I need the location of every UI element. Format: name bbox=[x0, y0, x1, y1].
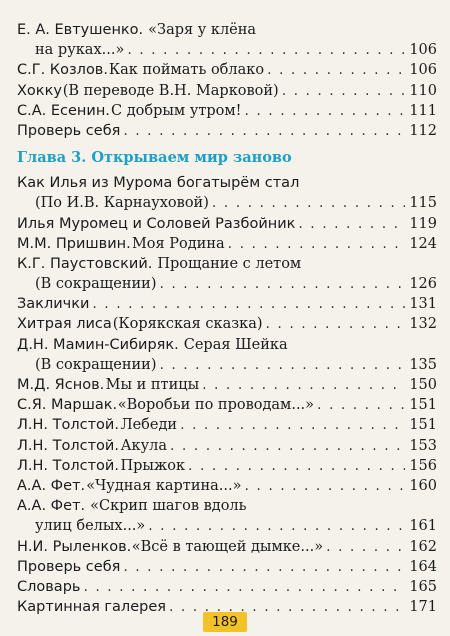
entry-author: Л.Н. Толстой. bbox=[17, 457, 119, 474]
dot-leader bbox=[245, 476, 405, 496]
dot-leader bbox=[188, 456, 405, 476]
entry-page-number: 106 bbox=[409, 42, 437, 59]
entry-author: Картинная галерея bbox=[17, 599, 166, 616]
entry-author: Д.Н. Мамин-Сибиряк. bbox=[17, 336, 179, 353]
entry-author: Илья Муромец и Соловей Разбойник bbox=[17, 215, 296, 232]
toc-entry bbox=[17, 20, 437, 40]
entry-author: С.А. Есенин. bbox=[17, 102, 110, 119]
dot-leader bbox=[298, 214, 405, 234]
chapter-heading: Глава 3. Открываем мир заново bbox=[17, 149, 292, 167]
toc-entry bbox=[17, 294, 437, 314]
toc-entry-continuation bbox=[17, 40, 437, 60]
toc-entry bbox=[17, 557, 437, 577]
entry-title: улиц белых...» bbox=[35, 518, 146, 535]
toc-entry bbox=[17, 577, 437, 597]
toc-entry bbox=[17, 101, 437, 121]
entry-title: «Скрип шагов вдоль bbox=[90, 498, 247, 515]
dot-leader bbox=[92, 294, 405, 314]
toc-entry bbox=[17, 375, 437, 395]
toc-entry bbox=[17, 234, 437, 254]
entry-page-number: 151 bbox=[409, 397, 437, 414]
entry-author: А.А. Фет. bbox=[17, 477, 86, 494]
page-number-badge: 189 bbox=[203, 612, 247, 632]
entry-author: Л.Н. Толстой. bbox=[17, 417, 119, 434]
entry-author: М.Д. Яснов. bbox=[17, 377, 105, 393]
toc-entry-continuation bbox=[17, 516, 437, 536]
toc-entry bbox=[17, 436, 437, 456]
entry-author: Как Илья из Мурома богатырём стал bbox=[17, 175, 300, 192]
entry-author: Словарь bbox=[17, 578, 81, 595]
toc-entry bbox=[17, 314, 437, 334]
dot-leader bbox=[148, 516, 405, 536]
entry-author: Е. А. Евтушенко. bbox=[17, 22, 144, 38]
entry-title: (По И.В. Карнауховой) bbox=[35, 195, 209, 212]
dot-leader bbox=[202, 375, 405, 395]
toc-entry bbox=[17, 121, 437, 141]
dot-leader bbox=[159, 274, 405, 294]
entry-page-number: 126 bbox=[409, 276, 437, 293]
toc-entry-continuation bbox=[17, 355, 437, 375]
dot-leader bbox=[282, 81, 405, 101]
toc-entry bbox=[17, 537, 437, 557]
toc-entry bbox=[17, 173, 437, 193]
entry-page-number: 131 bbox=[409, 296, 437, 313]
entry-title: Прыжок bbox=[120, 457, 186, 474]
entry-title: (Корякская сказка) bbox=[112, 316, 263, 333]
entry-title: «Чудная картина...» bbox=[86, 477, 242, 494]
entry-title: Мы и птицы bbox=[105, 377, 200, 393]
entry-title: Акула bbox=[120, 437, 167, 454]
entry-page-number: 171 bbox=[409, 599, 437, 616]
entry-title: Моя Родина bbox=[131, 235, 225, 252]
entry-author: Хокку bbox=[17, 82, 62, 99]
dot-leader bbox=[326, 537, 405, 557]
entry-title: Серая Шейка bbox=[183, 336, 288, 353]
dot-leader bbox=[228, 234, 405, 254]
entry-author: К.Г. Паустовский. bbox=[17, 255, 153, 272]
entry-page-number: 112 bbox=[409, 122, 437, 139]
dot-leader bbox=[267, 60, 405, 80]
entry-page-number: 115 bbox=[409, 195, 437, 212]
entry-author: Н.И. Рыленков. bbox=[17, 538, 132, 555]
entry-title: (В переводе В.Н. Марковой) bbox=[62, 82, 279, 99]
toc-entry bbox=[17, 254, 437, 274]
toc-entry bbox=[17, 415, 437, 435]
dot-leader bbox=[266, 314, 405, 334]
dot-leader bbox=[180, 415, 405, 435]
dot-leader bbox=[159, 355, 405, 375]
entry-page-number: 124 bbox=[409, 235, 437, 252]
toc-entry bbox=[17, 60, 437, 80]
toc-entry bbox=[17, 81, 437, 101]
entry-page-number: 162 bbox=[409, 538, 437, 555]
dot-leader bbox=[317, 395, 405, 415]
entry-page-number: 164 bbox=[409, 558, 437, 575]
entry-title: Прощание с летом bbox=[157, 255, 302, 272]
entry-title: «Всё в тающей дымке...» bbox=[131, 538, 324, 555]
dot-leader bbox=[212, 193, 405, 213]
entry-page-number: 132 bbox=[409, 316, 437, 333]
toc-entry bbox=[17, 214, 437, 234]
table-of-contents bbox=[17, 20, 437, 617]
entry-author: А.А. Фет. bbox=[17, 498, 86, 515]
entry-title: (В сокращении) bbox=[35, 276, 157, 293]
entry-author: Проверь себя bbox=[17, 122, 121, 139]
entry-author: Л.Н. Толстой. bbox=[17, 437, 119, 454]
entry-page-number: 153 bbox=[409, 437, 437, 454]
entry-author: Проверь себя bbox=[17, 558, 121, 575]
dot-leader bbox=[123, 121, 405, 141]
entry-author: С.Г. Козлов. bbox=[17, 62, 108, 79]
dot-leader bbox=[170, 436, 405, 456]
dot-leader bbox=[123, 557, 405, 577]
toc-entry-continuation bbox=[17, 274, 437, 294]
toc-entry bbox=[17, 335, 437, 355]
entry-page-number: 119 bbox=[409, 215, 437, 232]
entry-page-number: 151 bbox=[409, 417, 437, 434]
entry-title: Как поймать облако bbox=[108, 62, 265, 79]
entry-author: С.Я. Маршак. bbox=[17, 397, 118, 414]
entry-title: С добрым утром! bbox=[111, 102, 242, 119]
entry-page-number: 150 bbox=[409, 377, 437, 393]
dot-leader bbox=[127, 40, 405, 60]
toc-entry-continuation bbox=[17, 193, 437, 213]
entry-page-number: 160 bbox=[409, 477, 437, 494]
entry-page-number: 110 bbox=[409, 82, 437, 99]
entry-page-number: 156 bbox=[409, 457, 437, 474]
toc-entry bbox=[17, 395, 437, 415]
entry-author: М.М. Пришвин. bbox=[17, 235, 131, 252]
entry-title: на руках...» bbox=[35, 42, 125, 59]
entry-title: Лебеди bbox=[120, 417, 178, 434]
entry-author: Заклички bbox=[17, 296, 90, 313]
entry-page-number: 161 bbox=[409, 518, 437, 535]
toc-entry bbox=[17, 456, 437, 476]
toc-entry bbox=[17, 476, 437, 496]
entry-title: «Заря у клёна bbox=[148, 22, 257, 38]
toc-entry bbox=[17, 496, 437, 516]
entry-page-number: 135 bbox=[409, 356, 437, 373]
entry-page-number: 106 bbox=[409, 62, 437, 79]
entry-title: «Воробьи по проводам...» bbox=[117, 397, 315, 414]
dot-leader bbox=[83, 577, 405, 597]
entry-author: Хитрая лиса bbox=[17, 316, 112, 333]
entry-page-number: 111 bbox=[409, 102, 437, 119]
entry-page-number: 165 bbox=[409, 578, 437, 595]
dot-leader bbox=[245, 101, 406, 121]
entry-title: (В сокращении) bbox=[35, 356, 157, 373]
